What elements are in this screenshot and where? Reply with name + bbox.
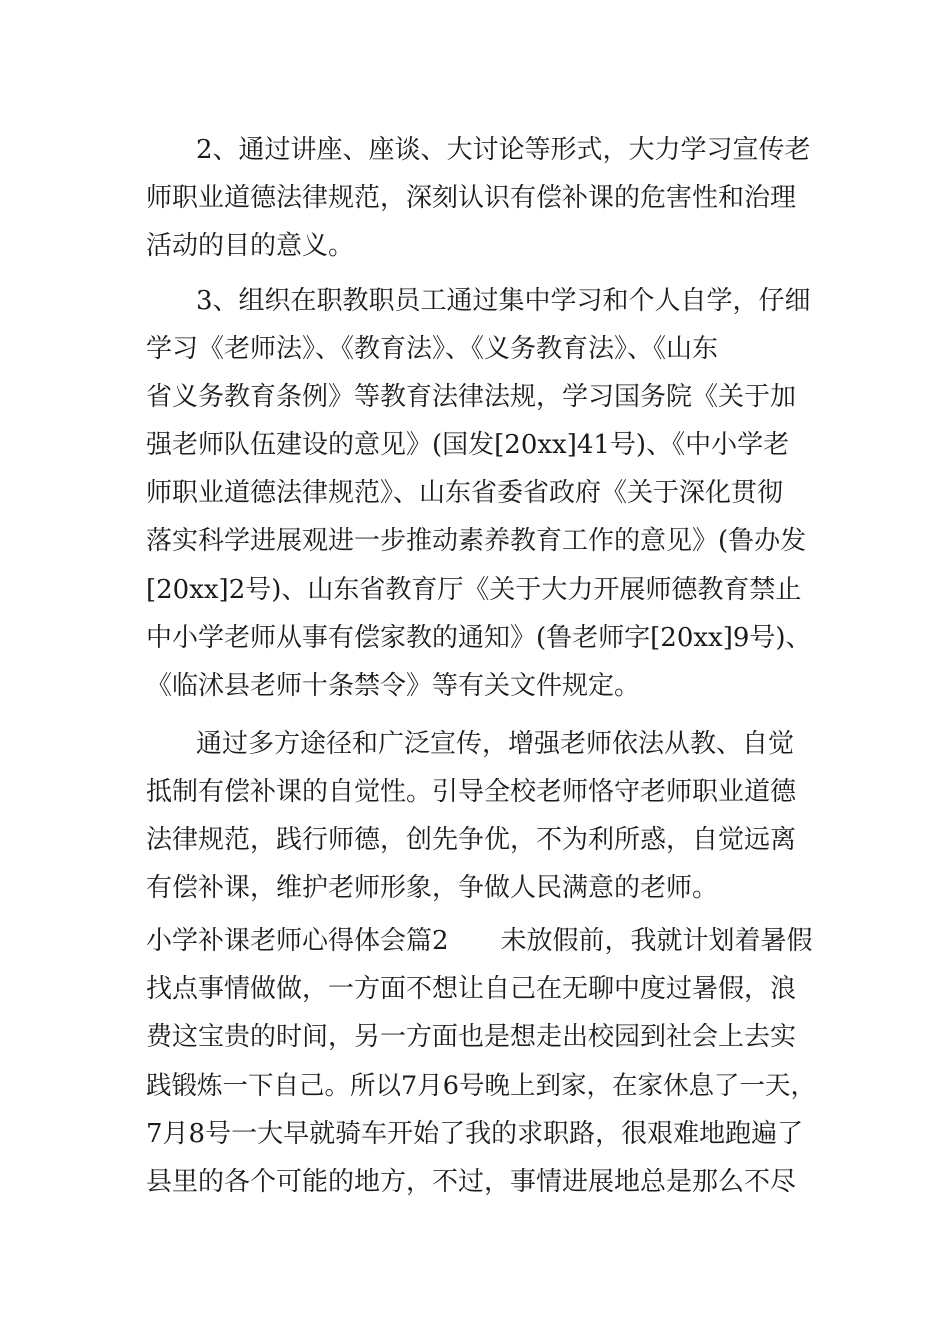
text-line-10: [20xx]2号)、山东省教育厅《关于大力开展师德教育禁止 <box>146 575 802 605</box>
text-line-8: 师职业道德法律规范》、山东省委省政府《关于深化贯彻 <box>146 478 784 508</box>
text-line-16: 有偿补课，维护老师形象，争做人民满意的老师。 <box>146 873 719 903</box>
text-line-5: 学习《老师法》、《教育法》、《义务教育法》、《山东 <box>146 334 719 364</box>
text-line-9: 落实科学进展观进一步推动素养教育工作的意见》(鲁办发 <box>146 526 807 556</box>
text-line-14: 抵制有偿补课的自觉性。引导全校老师恪守老师职业道德 <box>146 777 797 807</box>
text-line-15: 法律规范，践行师德，创先争优，不为利所惑，自觉远离 <box>146 825 797 855</box>
text-line-1: 2、通过讲座、座谈、大讨论等形式，大力学习宣传老 <box>196 135 811 165</box>
text-line-6: 省义务教育条例》等教育法律法规，学习国务院《关于加 <box>146 382 797 412</box>
text-line-19: 费这宝贵的时间，另一方面也是想走出校园到社会上去实 <box>146 1022 797 1052</box>
text-line-13: 通过多方途径和广泛宣传，增强老师依法从教、自觉 <box>196 729 795 759</box>
text-line-18: 找点事情做做，一方面不想让自己在无聊中度过暑假，浪 <box>146 974 797 1004</box>
text-line-4: 3、组织在职教职员工通过集中学习和个人自学，仔细 <box>196 286 811 316</box>
text-line-12: 《临沭县老师十条禁令》等有关文件规定。 <box>146 671 641 701</box>
text-line-20: 践锻炼一下自己。所以7月6号晚上到家，在家休息了一天， <box>146 1071 816 1101</box>
text-line-17: 小学补课老师心得体会篇2 未放假前，我就计划着暑假 <box>146 926 813 956</box>
text-line-2: 师职业道德法律规范，深刻认识有偿补课的危害性和治理 <box>146 183 797 213</box>
text-line-7: 强老师队伍建设的意见》(国发[20xx]41号)、《中小学老 <box>146 430 790 460</box>
text-line-11: 中小学老师从事有偿家教的通知》(鲁老师字[20xx]9号)、 <box>146 623 812 653</box>
text-line-3: 活动的目的意义。 <box>146 231 355 261</box>
text-line-21: 7月8号一大早就骑车开始了我的求职路，很艰难地跑遍了 <box>146 1119 804 1149</box>
text-line-22: 县里的各个可能的地方，不过，事情进展地总是那么不尽 <box>146 1167 797 1197</box>
